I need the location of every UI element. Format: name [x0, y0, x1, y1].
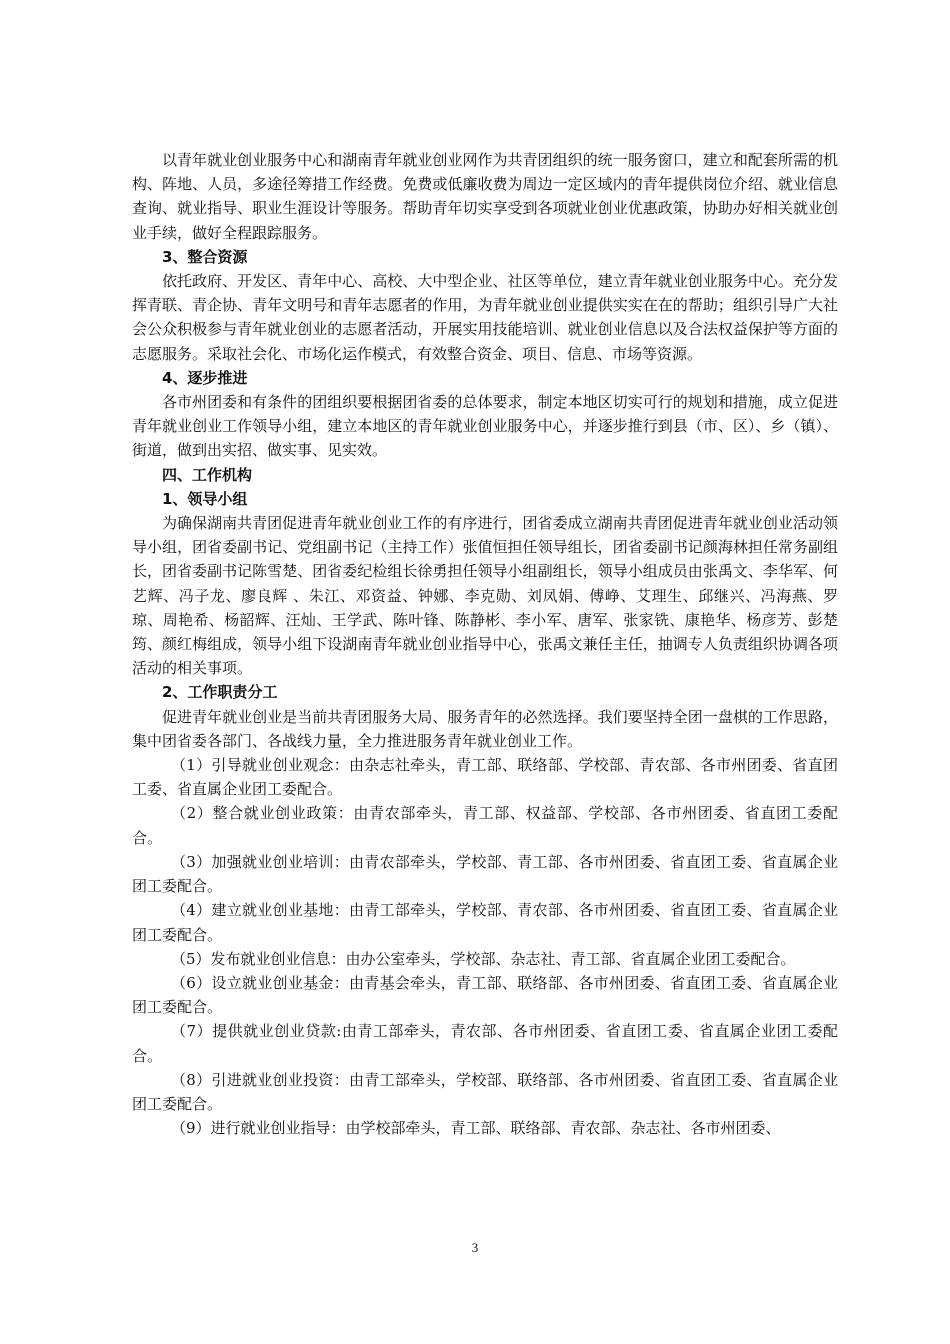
duty-item: （1）引导就业创业观念：由杂志社牵头，青工部、联络部、学校部、青农部、各市州团委、省直团工委、省直属企业团工委配合。 [132, 756, 838, 799]
duty-item: （5）发布就业创业信息：由办公室牵头，学校部、杂志社、青工部、省直属企业团工委配合。 [171, 949, 796, 968]
paragraph-service-window: 以青年就业创业服务中心和湖南青年就业创业网作为共青团组织的统一服务窗口，建立和配套所需的机构、阵地、人员，多途径筹措工作经费。免费或低廉收费为周边一定区域内的青年提供岗位介绍、就业信息查询、就业指导、职业生涯设计等服务。帮助青年切实享受到各项就业创业优惠政策，协助办好相关就业创业手续，做好全程跟踪服务。 [132, 151, 838, 242]
duty-item: （2）整合就业创业政策：由青农部牵头，青工部、权益部、学校部、各市州团委、省直团工委配合。 [132, 804, 838, 847]
duty-item: （7）提供就业创业贷款:由青工部牵头，青农部、各市州团委、省直团工委、省直属企业团工委配合。 [132, 1022, 838, 1065]
paragraph-step-by-step: 各市州团委和有条件的团组织要根据团省委的总体要求，制定本地区切实可行的规划和措施，成立促进青年就业创业工作领导小组，建立本地区的青年就业创业服务中心，并逐步推行到县（市、区）、乡（镇）、街道，做到出实招、做实事、见实效。 [132, 393, 838, 460]
document-body [132, 148, 838, 1140]
duty-item: （8）引进就业创业投资：由青工部牵头，学校部、联络部、各市州团委、省直团工委、省直属企业团工委配合。 [132, 1070, 838, 1113]
duty-item: （9）进行就业创业指导：由学校部牵头，青工部、联络部、青农部、杂志社、各市州团委、 [171, 1119, 781, 1138]
page-number: 3 [471, 1240, 479, 1255]
paragraph-duty-intro: 促进青年就业创业是当前共青团服务大局、服务青年的必然选择。我们要坚持全团一盘棋的工作思路，集中团省委各部门、各战线力量，全力推进服务青年就业创业工作。 [132, 707, 838, 750]
section-heading-work-organization: 四、工作机构 [162, 465, 253, 484]
heading-duty-division: 2、工作职责分工 [162, 683, 278, 702]
duty-item: （3）加强就业创业培训：由青农部牵头，学校部、青工部、各市州团委、省直团工委、省直属企业团工委配合。 [132, 852, 838, 896]
paragraph-leading-group: 为确保湖南共青团促进青年就业创业工作的有序进行，团省委成立湖南共青团促进青年就业创业活动领导小组，团省委副书记、党组副书记（主持工作）张值恒担任领导组长，团省委副书记颜海林担任常务副组长，团省委副书记陈雪楚、团省委纪检组长徐勇担任领导小组副组长，领导小组成员由张禹文、李华军、何艺辉、冯子龙、廖良辉 、朱江、邓资益、钟娜、李克勋、刘凤娟、傅峥、艾理生、邱继兴、冯海燕、罗琼、周艳希、杨韶辉、汪灿、王学武、陈叶锋、陈静彬、李小军、唐军、张家铣、康艳华、杨彦芳、彭楚筠、颜红梅组成，领导小组下设湖南青年就业创业指导中心，张禹文兼任主任，抽调专人负责组织协调各项活动的相关事项。 [132, 514, 838, 678]
heading-step-by-step: 4、逐步推进 [162, 368, 248, 387]
heading-leading-group: 1、领导小组 [162, 489, 248, 508]
heading-integrate-resources: 3、整合资源 [162, 247, 248, 266]
duty-item: （6）设立就业创业基金：由青基会牵头，青工部、联络部、各市州团委、省直团工委、省直属企业团工委配合。 [132, 973, 838, 1017]
paragraph-integrate-resources: 依托政府、开发区、青年中心、高校、大中型企业、社区等单位，建立青年就业创业服务中心。充分发挥青联、青企协、青年文明号和青年志愿者的作用，为青年就业创业提供实实在在的帮助；组织引导广大社会公众积极参与青年就业创业的志愿者活动，开展实用技能培训、就业创业信息以及合法权益保护等方面的志愿服务。采取社会化、市场化运作模式，有效整合资金、项目、信息、市场等资源。 [132, 272, 838, 363]
duty-item: （4）建立就业创业基地：由青工部牵头，学校部、青农部、各市州团委、省直团工委、省直属企业团工委配合。 [132, 901, 838, 944]
